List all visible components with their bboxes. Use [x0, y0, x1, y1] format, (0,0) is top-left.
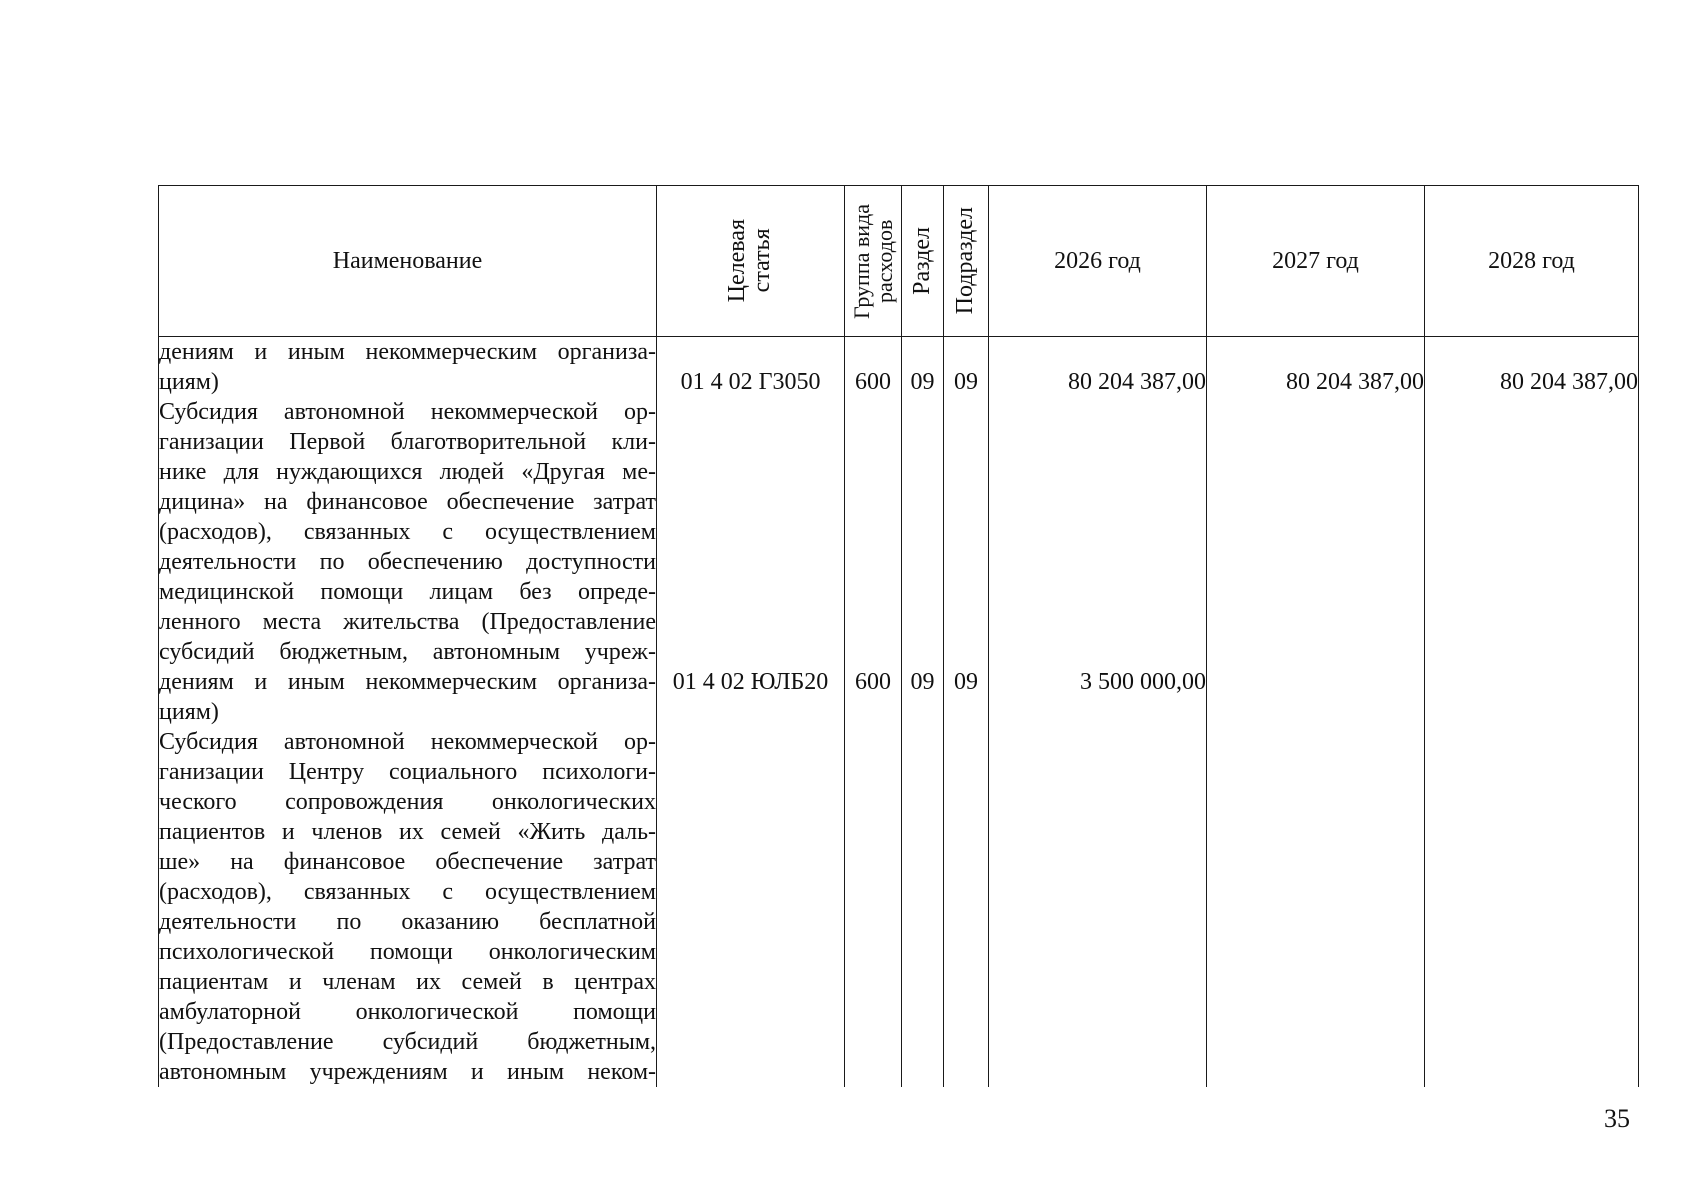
- expense-group-cell: [845, 337, 902, 1088]
- header-name: Наименование: [159, 186, 657, 337]
- row1-expense-group: 600: [855, 369, 891, 395]
- row1-section: 09: [910, 369, 935, 395]
- row2-target-article: 01 4 02 ЮЛБ20: [672, 669, 829, 695]
- row2-subsection: 09: [954, 669, 978, 695]
- name-line: Субсидия автономной некоммерческой ор-: [159, 399, 656, 425]
- name-line: ганизации Первой благотворительной кли-: [159, 429, 656, 455]
- amount-2027-cell: [1207, 337, 1425, 1088]
- page-number: 35: [1604, 1104, 1630, 1133]
- row1-target-article: 01 4 02 Г3050: [680, 369, 821, 395]
- row2-expense-group: 600: [855, 669, 891, 695]
- name-line: ческого сопровождения онкологических: [159, 789, 656, 815]
- name-line: автономным учреждениям и иным неком-: [159, 1059, 656, 1085]
- name-line: пациентам и членам их семей в центрах: [159, 969, 656, 995]
- name-line: медицинской помощи лицам без опреде-: [159, 579, 656, 605]
- header-row: [159, 186, 1639, 337]
- header-2027: 2027 год: [1207, 186, 1425, 337]
- header-target-article: Целевая статья: [657, 186, 845, 337]
- name-line: дениям и иным некоммерческим организа-: [159, 669, 656, 695]
- row1-subsection: 09: [954, 369, 978, 395]
- name-line: циям): [159, 369, 219, 395]
- name-line: (расходов), связанных с осуществлением: [159, 519, 656, 545]
- header-2026: 2026 год: [989, 186, 1207, 337]
- header-expense-group: Группа вида расходов: [845, 186, 902, 337]
- name-line: пациентов и членов их семей «Жить даль-: [159, 819, 656, 845]
- name-line: (Предоставление субсидий бюджетным,: [159, 1029, 656, 1055]
- row1-amount-2026: 80 204 387,00: [1068, 369, 1206, 395]
- header-section: Раздел: [902, 186, 944, 337]
- name-line: нике для нуждающихся людей «Другая ме-: [159, 459, 656, 485]
- name-line: Субсидия автономной некоммерческой ор-: [159, 729, 656, 755]
- name-text: [159, 337, 656, 1087]
- table-row: [159, 337, 1639, 1088]
- row2-section: 09: [910, 669, 935, 695]
- amount-2028-cell: [1425, 337, 1639, 1088]
- row1-amount-2028: 80 204 387,00: [1500, 369, 1638, 395]
- name-line: циям): [159, 699, 219, 725]
- budget-table: [158, 185, 1639, 1087]
- section-cell: [902, 337, 944, 1088]
- name-line: амбулаторной онкологической помощи: [159, 999, 656, 1025]
- header-subsection: Подраздел: [944, 186, 989, 337]
- name-line: ленного места жительства (Предоставление: [159, 609, 656, 635]
- name-line: деятельности по обеспечению доступности: [159, 549, 656, 575]
- amount-2026-cell: [989, 337, 1207, 1088]
- name-line: субсидий бюджетным, автономным учреж-: [159, 639, 656, 665]
- name-cell: [159, 337, 657, 1088]
- target-article-cell: [657, 337, 845, 1088]
- name-line: деятельности по оказанию бесплатной: [159, 909, 656, 935]
- header-2028: 2028 год: [1425, 186, 1639, 337]
- row2-amount-2026: 3 500 000,00: [1080, 669, 1206, 695]
- name-line: (расходов), связанных с осуществлением: [159, 879, 656, 905]
- name-line: ше» на финансовое обеспечение затрат: [159, 849, 656, 875]
- name-line: дицина» на финансовое обеспечение затрат: [159, 489, 656, 515]
- row1-amount-2027: 80 204 387,00: [1286, 369, 1424, 395]
- name-line: дениям и иным некоммерческим организа-: [159, 339, 656, 365]
- name-line: ганизации Центру социального психологи-: [159, 759, 656, 785]
- name-line: психологической помощи онкологическим: [159, 939, 656, 965]
- subsection-cell: [944, 337, 989, 1088]
